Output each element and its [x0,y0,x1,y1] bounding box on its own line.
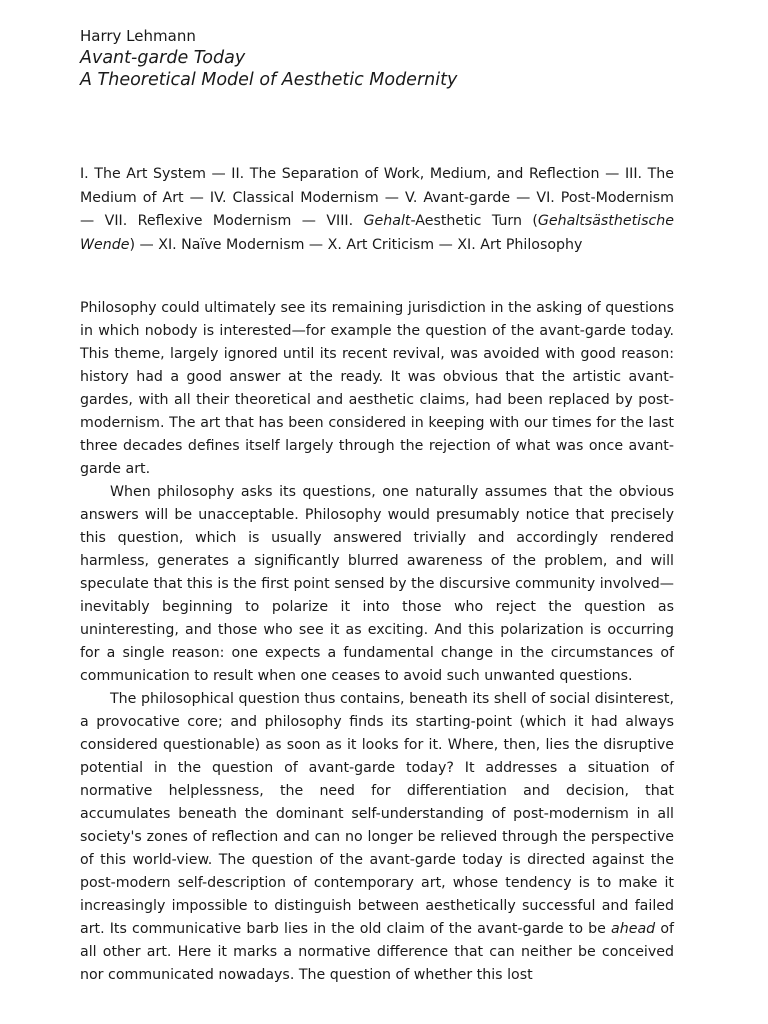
paragraph-3 [80,688,674,987]
paragraph-3-text-b: of all other art. Here it marks a normative difference that can neither be conceived nor communicated nowadays. The question of whether this lost [80,921,674,983]
toc-text-2: -Aesthetic Turn ( [410,213,538,230]
toc-german-term: Gehaltsästhetische Wende [80,213,674,253]
chapter-subtitle: A Theoretical Model of Aesthetic Modernity [80,70,458,90]
section-contents [80,163,674,257]
body-text [80,297,674,987]
toc-text-1: I. The Art System — II. The Separation of Work, Medium, and Reflection — III. The Medium of Art — IV. Classical Modernism — V. Avant-garde — VI. Post-Modernism — VII. Reflexive Modernism — VIII. [80,166,674,230]
toc-text-3: ) — XI. Naïve Modernism — X. Art Criticism — XI. Art Philosophy [129,236,583,253]
author-name: Harry Lehmann [80,27,196,45]
paragraph-3-text-a: The philosophical question thus contains, beneath its shell of social disinterest, a provocative core; and philosophy finds its starting-point (which it had always considered questionable) as soon as it looks for it. Where, then, lies the disruptive potential in the question of avant-garde today? It addresses a situation of normative helplessness, the need for differentiation and decision, that accumulates beneath the dominant self-understanding of post-modernism in all society's zones of reflection and can no longer be relieved through the perspective of this world-view. The question of the avant-garde today is directed against the post-modern self-description of contemporary art, whose tendency is to make it increasingly impossible to distinguish between aesthetically successful and failed art. Its communicative barb lies in the old claim of the avant-garde to be [80,691,674,937]
toc-gehalt: Gehalt [363,213,411,230]
page [80,26,674,983]
paragraph-2: When philosophy asks its questions, one naturally assumes that the obvious answers will be unacceptable. Philosophy would presumably notice that precisely this question, which is usually answered trivially and accordingly rendered harmless, generates a significantly blurred awareness of the problem, and will speculate that this is the first point sensed by the discursive community involved—inevitably beginning to polarize it into those who reject the question as uninteresting, and those who see it as exciting. And this polarization is occurring for a single reason: one expects a fundamental change in the circumstances of communication to result when one ceases to avoid such unwanted questions. [80,484,674,684]
chapter-title: Avant-garde Today [80,48,246,68]
emphasis-ahead: ahead [611,921,656,937]
paragraph-1: Philosophy could ultimately see its remaining jurisdiction in the asking of questions in which nobody is interested—for example the question of the avant-garde today. This theme, largely ignored until its recent revival, was avoided with good reason: history had a good answer at the ready. It was obvious that the artistic avant-gardes, with all their theoretical and aesthetic claims, had been replaced by post-modernism. The art that has been considered in keeping with our times for the last three decades defines itself largely through the rejection of what was once avant-garde art. [80,300,674,477]
